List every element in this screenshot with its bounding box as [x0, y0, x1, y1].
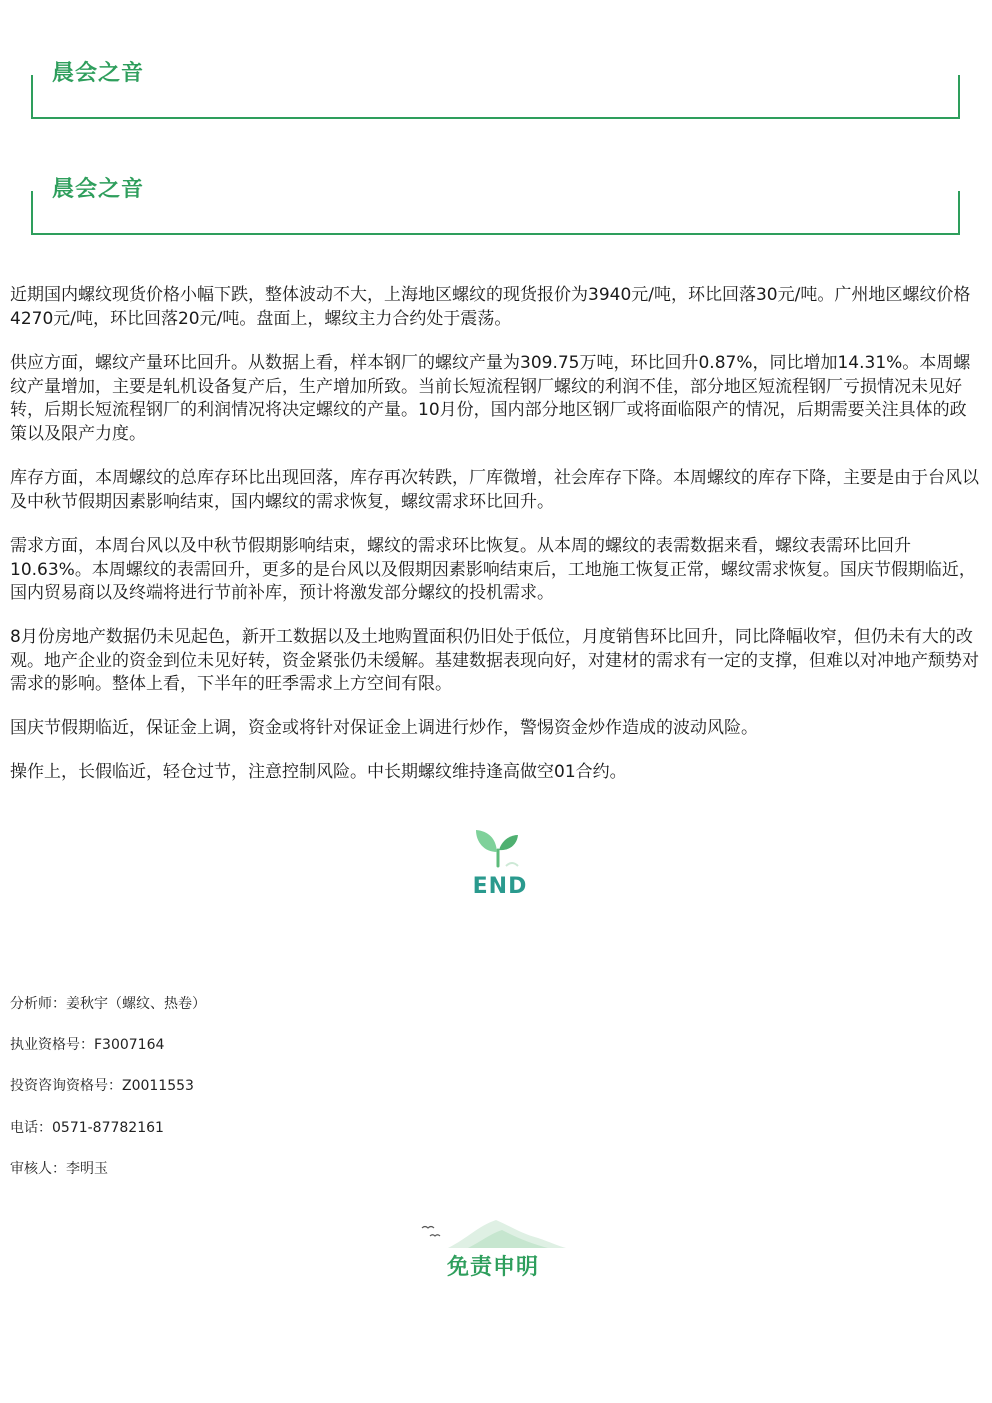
analyst-phone: 电话：0571-87782161	[10, 1120, 164, 1136]
paragraph-operation: 操作上，长假临近，轻仓过节，注意控制风险。中长期螺纹维持逢高做空01合约。	[10, 762, 627, 782]
paragraph-price: 近期国内螺纹现货价格小幅下跌，整体波动不大，上海地区螺纹的现货报价为3940元/吨，环比回落30元/吨。广州地区螺纹价格4270元/吨，环比回落20元/吨。盘面上，螺纹主力合约处于震荡。	[10, 285, 971, 329]
paragraph-margin: 国庆节假期临近，保证金上调，资金或将针对保证金上调进行炒作，警惕资金炒作造成的波动风险。	[10, 718, 758, 738]
disclaimer-header	[418, 1216, 568, 1286]
analyst-advisory-license: 投资咨询资格号：Z0011553	[10, 1078, 194, 1094]
reviewer: 审核人：李明玉	[10, 1161, 108, 1177]
end-label: END	[472, 874, 528, 899]
analyst-name: 分析师：姜秋宇（螺纹、热卷）	[10, 996, 206, 1012]
disclaimer-title: 免责申明	[446, 1255, 539, 1280]
section-title-1: 晨会之音	[52, 61, 145, 86]
end-marker	[470, 826, 530, 906]
section-frame-2	[31, 191, 960, 235]
paragraph-property: 8月份房地产数据仍未见起色，新开工数据以及土地购置面积仍旧处于低位，月度销售环比回升，同比降幅收窄，但仍未有大的改观。地产企业的资金到位未见好转，资金紧张仍未缓解。基建数据表现向好，对建材的需求有一定的支撑，但难以对冲地产颓势对需求的影响。整体上看，下半年的旺季需求上方空间有限。	[10, 627, 979, 694]
paragraph-inventory: 库存方面，本周螺纹的总库存环比出现回落，库存再次转跌，厂库微增，社会库存下降。本周螺纹的库存下降，主要是由于台风以及中秋节假期因素影响结束，国内螺纹的需求恢复，螺纹需求环比回升。	[10, 468, 979, 512]
sprout-icon	[470, 826, 530, 870]
analyst-license: 执业资格号：F3007164	[10, 1037, 165, 1053]
section-title-2: 晨会之音	[52, 177, 145, 202]
paragraph-demand: 需求方面，本周台风以及中秋节假期影响结束，螺纹的需求环比恢复。从本周的螺纹的表需数据来看，螺纹表需环比回升10.63%。本周螺纹的表需回升，更多的是台风以及假期因素影响结束后，工地施工恢复正常，螺纹需求恢复。国庆节假期临近，国内贸易商以及终端将进行节前补库，预计将激发部分螺纹的投机需求。	[10, 536, 976, 603]
paragraph-supply: 供应方面，螺纹产量环比回升。从数据上看，样本钢厂的螺纹产量为309.75万吨，环比回升0.87%，同比增加14.31%。本周螺纹产量增加，主要是轧机设备复产后，生产增加所致。当前长短流程钢厂螺纹的利润不佳，部分地区短流程钢厂亏损情况未见好转，后期长短流程钢厂的利润情况将决定螺纹的产量。10月份，国内部分地区钢厂或将面临限产的情况，后期需要关注具体的政策以及限产力度。	[10, 353, 971, 444]
section-frame-1	[31, 75, 960, 119]
